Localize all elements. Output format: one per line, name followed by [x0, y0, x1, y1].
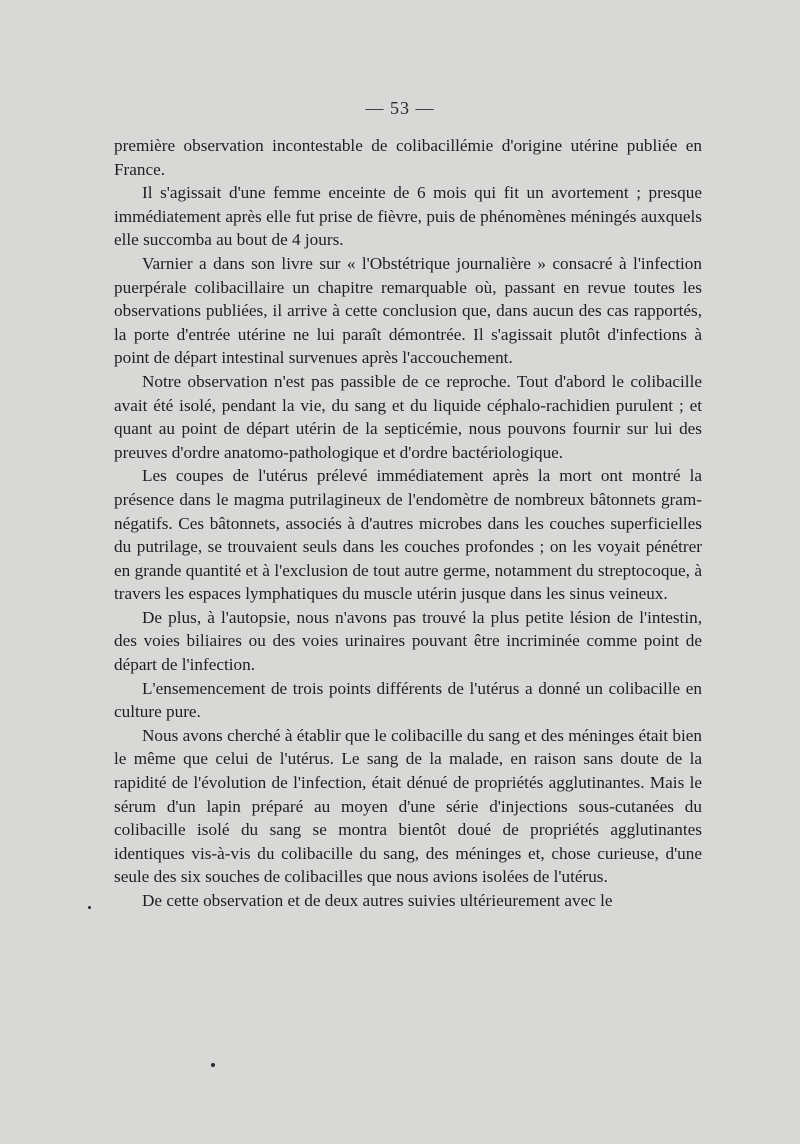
body-text — [114, 134, 702, 913]
ink-speck — [211, 1063, 215, 1067]
paragraph-1: première observation incontestable de colibacillémie d'origine utérine publiée en France. — [114, 136, 702, 179]
paragraph-5: Les coupes de l'utérus prélevé immédiatement après la mort ont montré la présence dans le magma putrilagineux de l'endomètre de nombreux bâtonnets gram-négatifs. Ces bâtonnets, associés à d'autres microbes dans les couches superficielles du putrilage, se trouvaient seuls dans les couches profondes ; on les voyait pénétrer en grande quantité et à l'exclusion de tout autre germe, notamment du streptocoque, à travers les espaces lymphatiques du muscle utérin jusque dans les sinus veineux. — [114, 466, 702, 604]
paragraph-6: De plus, à l'autopsie, nous n'avons pas trouvé la plus petite lésion de l'intestin, des voies biliaires ou des voies urinaires pouvant être incriminée comme point de départ de l'infection. — [114, 607, 702, 675]
paragraph-9: De cette observation et de deux autres suivies ultérieurement avec le — [142, 891, 613, 910]
paragraph-7: L'ensemencement de trois points différents de l'utérus a donné un colibacille en culture pure. — [114, 678, 702, 722]
paragraph-4: Notre observation n'est pas passible de ce reproche. Tout d'abord le colibacille avait été isolé, pendant la vie, du sang et du liquide céphalo-rachidien purulent ; et quant au point de départ utérin de la septicémie, nous pouvons fournir sur lui des preuves d'ordre anatomo-pathologique et d'ordre bactériologique. — [114, 371, 702, 462]
page-number: — 53 — — [365, 98, 435, 118]
paragraph-2: Il s'agissait d'une femme enceinte de 6 mois qui fit un avortement ; presque immédiatement après elle fut prise de fièvre, puis de phénomènes méningés auxquels elle succomba au bout de 4 jours. — [114, 183, 702, 250]
paragraph-3: Varnier a dans son livre sur « l'Obstétrique journalière » consacré à l'infection puerpérale colibacillaire un chapitre remarquable où, passant en revue toutes les observations publiées, il arrive à cette conclusion que, dans aucun des cas rapportés, la porte d'entrée utérine ne lui paraît démontrée. Il s'agissait plutôt d'infections à point de départ intestinal survenues après l'accouchement. — [114, 253, 702, 368]
ink-speck — [88, 906, 91, 909]
paragraph-8: Nous avons cherché à établir que le colibacille du sang et des méninges était bien le même que celui de l'utérus. Le sang de la malade, en raison sans doute de la rapidité de l'évolution de l'infection, était dénué de propriétés agglutinantes. Mais le sérum d'un lapin préparé au moyen d'une série d'injections sous-cutanées du colibacille isolé du sang se montra bientôt doué de propriétés agglutinantes identiques vis-à-vis du colibacille du sang, des méninges et, chose curieuse, d'une seule des six souches de colibacilles que nous avions isolées de l'utérus. — [114, 725, 702, 887]
